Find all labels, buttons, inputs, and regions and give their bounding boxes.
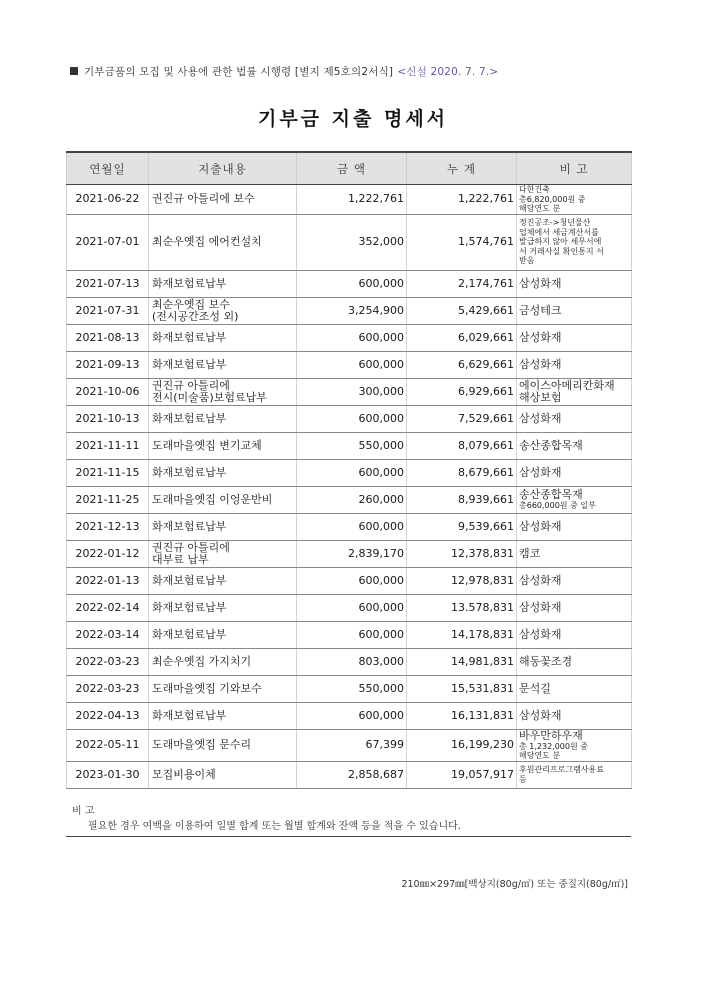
cell-cumulative: 8,679,661 <box>407 459 517 486</box>
cell-date: 2021-11-15 <box>67 459 149 486</box>
remark-title: 비 고 <box>72 806 95 817</box>
cell-date: 2022-03-14 <box>67 621 149 648</box>
cell-description: 최순우옛집 보수 (전시공간조성 외) <box>149 297 297 324</box>
cell-description: 화재보험료납부 <box>149 324 297 351</box>
table-row <box>67 459 632 486</box>
cell-cumulative: 1,222,761 <box>407 185 517 215</box>
cell-date: 2021-10-06 <box>67 378 149 405</box>
cell-description: 화재보험료납부 <box>149 513 297 540</box>
cell-description: 모집비용이체 <box>149 761 297 788</box>
cell-date: 2021-07-13 <box>67 270 149 297</box>
cell-note: 바우만하우재 총 1,232,000원 중 해당연도 분 <box>517 729 632 761</box>
cell-note: 삼성화재 <box>517 621 632 648</box>
cell-description: 권진규 아틀리에 전시(미술품)보험료납부 <box>149 378 297 405</box>
cell-cumulative: 19,057,917 <box>407 761 517 788</box>
cell-description: 최순우옛집 에어컨설치 <box>149 214 297 270</box>
cell-date: 2021-07-01 <box>67 214 149 270</box>
column-header-amount: 금 액 <box>297 152 407 185</box>
cell-note: 다한건축 총6,820,000원 중 해당연도 분 <box>517 185 632 215</box>
table-row <box>67 270 632 297</box>
cell-note: 삼성화재 <box>517 270 632 297</box>
cell-note: 삼성화재 <box>517 459 632 486</box>
table-row <box>67 324 632 351</box>
cell-amount: 600,000 <box>297 567 407 594</box>
cell-amount: 600,000 <box>297 459 407 486</box>
cell-description: 도래마을옛집 기와보수 <box>149 675 297 702</box>
cell-cumulative: 13.578,831 <box>407 594 517 621</box>
cell-cumulative: 8,939,661 <box>407 486 517 513</box>
cell-note: 삼성화재 <box>517 324 632 351</box>
table-row <box>67 405 632 432</box>
cell-note: 캠코 <box>517 540 632 567</box>
cell-date: 2023-01-30 <box>67 761 149 788</box>
table-row <box>67 761 632 788</box>
table-row <box>67 297 632 324</box>
cell-description: 최순우옛집 가지치기 <box>149 648 297 675</box>
form-header-note <box>70 64 498 79</box>
cell-description: 화재보험료납부 <box>149 459 297 486</box>
cell-cumulative: 6,029,661 <box>407 324 517 351</box>
table-row <box>67 621 632 648</box>
cell-date: 2021-06-22 <box>67 185 149 215</box>
cell-amount: 3,254,900 <box>297 297 407 324</box>
cell-cumulative: 16,131,831 <box>407 702 517 729</box>
cell-cumulative: 14,981,831 <box>407 648 517 675</box>
column-header-date: 연월일 <box>67 152 149 185</box>
cell-note: 삼성화재 <box>517 405 632 432</box>
form-law-reference: 기부금품의 모집 및 사용에 관한 법률 시행령 [별지 제5호의2서식] <box>84 66 394 78</box>
remark-section <box>66 800 631 837</box>
cell-amount: 600,000 <box>297 405 407 432</box>
column-header-cumulative: 누 계 <box>407 152 517 185</box>
cell-cumulative: 15,531,831 <box>407 675 517 702</box>
cell-note: 송산종합목재 <box>517 432 632 459</box>
cell-note: 해동꽃조경 <box>517 648 632 675</box>
cell-date: 2021-09-13 <box>67 351 149 378</box>
cell-description: 화재보험료납부 <box>149 567 297 594</box>
cell-amount: 550,000 <box>297 432 407 459</box>
cell-amount: 600,000 <box>297 351 407 378</box>
paper-size-note: 210㎜×297㎜[백상지(80g/㎡) 또는 중질지(80g/㎡)] <box>401 879 628 890</box>
cell-note: 삼성화재 <box>517 351 632 378</box>
cell-note: 정진공조->청년물산 업체에서 세금계산서를 발급하지 않아 세무서에 서 거래사실 확인통지 서 받음 <box>517 214 632 270</box>
cell-date: 2022-03-23 <box>67 675 149 702</box>
cell-date: 2021-11-25 <box>67 486 149 513</box>
cell-date: 2022-02-14 <box>67 594 149 621</box>
cell-cumulative: 1,574,761 <box>407 214 517 270</box>
table-row <box>67 378 632 405</box>
table-row <box>67 351 632 378</box>
table-row <box>67 648 632 675</box>
cell-note: 후원관리프로그램사용료 등 <box>517 761 632 788</box>
cell-cumulative: 14,178,831 <box>407 621 517 648</box>
cell-date: 2021-12-13 <box>67 513 149 540</box>
cell-amount: 260,000 <box>297 486 407 513</box>
table-body <box>67 185 632 789</box>
cell-note: 삼성화재 <box>517 567 632 594</box>
cell-note: 삼성화재 <box>517 594 632 621</box>
cell-description: 도래마을옛집 문수리 <box>149 729 297 761</box>
cell-description: 화재보험료납부 <box>149 621 297 648</box>
cell-amount: 352,000 <box>297 214 407 270</box>
table-row <box>67 675 632 702</box>
cell-note: 문석길 <box>517 675 632 702</box>
form-revision-note: <신설 2020. 7. 7.> <box>397 66 499 78</box>
table-row <box>67 594 632 621</box>
cell-date: 2022-04-13 <box>67 702 149 729</box>
cell-amount: 803,000 <box>297 648 407 675</box>
cell-cumulative: 9,539,661 <box>407 513 517 540</box>
cell-cumulative: 12,378,831 <box>407 540 517 567</box>
table-row <box>67 540 632 567</box>
cell-amount: 600,000 <box>297 324 407 351</box>
cell-amount: 600,000 <box>297 594 407 621</box>
cell-amount: 550,000 <box>297 675 407 702</box>
cell-cumulative: 8,079,661 <box>407 432 517 459</box>
cell-amount: 2,858,687 <box>297 761 407 788</box>
cell-amount: 1,222,761 <box>297 185 407 215</box>
cell-date: 2021-10-13 <box>67 405 149 432</box>
cell-description: 권진규 아틀리에 보수 <box>149 185 297 215</box>
cell-date: 2021-07-31 <box>67 297 149 324</box>
cell-note: 에이스아메리칸화재 해상보험 <box>517 378 632 405</box>
cell-date: 2022-03-23 <box>67 648 149 675</box>
cell-amount: 600,000 <box>297 270 407 297</box>
cell-cumulative: 2,174,761 <box>407 270 517 297</box>
cell-description: 화재보험료납부 <box>149 405 297 432</box>
cell-cumulative: 6,629,661 <box>407 351 517 378</box>
cell-cumulative: 16,199,230 <box>407 729 517 761</box>
cell-cumulative: 5,429,661 <box>407 297 517 324</box>
table-row <box>67 513 632 540</box>
table-row <box>67 185 632 215</box>
cell-description: 화재보험료납부 <box>149 351 297 378</box>
cell-date: 2021-11-11 <box>67 432 149 459</box>
cell-description: 권진규 아틀리에 대부료 납부 <box>149 540 297 567</box>
cell-description: 화재보험료납부 <box>149 270 297 297</box>
table-row <box>67 567 632 594</box>
column-header-note: 비 고 <box>517 152 632 185</box>
cell-amount: 600,000 <box>297 513 407 540</box>
cell-description: 도래마을옛집 이엉운반비 <box>149 486 297 513</box>
table-row <box>67 214 632 270</box>
cell-amount: 600,000 <box>297 702 407 729</box>
cell-cumulative: 12,978,831 <box>407 567 517 594</box>
cell-note: 삼성화재 <box>517 513 632 540</box>
square-bullet-icon <box>70 67 78 75</box>
cell-date: 2022-01-12 <box>67 540 149 567</box>
page-title: 기부금 지출 명세서 <box>257 108 449 130</box>
table-row <box>67 702 632 729</box>
cell-amount: 67,399 <box>297 729 407 761</box>
cell-cumulative: 6,929,661 <box>407 378 517 405</box>
cell-description: 화재보험료납부 <box>149 594 297 621</box>
cell-note: 송산종합목재 총660,000원 중 일부 <box>517 486 632 513</box>
table-row <box>67 486 632 513</box>
cell-note: 삼성화재 <box>517 702 632 729</box>
table-header-row <box>67 152 632 185</box>
cell-date: 2021-08-13 <box>67 324 149 351</box>
remark-text: 필요한 경우 여백을 이용하여 일별 합계 또는 월별 합계와 잔액 등을 적을 수 있습니다. <box>88 821 461 832</box>
expenditure-table <box>66 151 632 789</box>
cell-date: 2022-01-13 <box>67 567 149 594</box>
table-row <box>67 432 632 459</box>
cell-description: 화재보험료납부 <box>149 702 297 729</box>
cell-cumulative: 7,529,661 <box>407 405 517 432</box>
cell-description: 도래마을옛집 변기교체 <box>149 432 297 459</box>
cell-amount: 2,839,170 <box>297 540 407 567</box>
table-row <box>67 729 632 761</box>
cell-date: 2022-05-11 <box>67 729 149 761</box>
cell-amount: 300,000 <box>297 378 407 405</box>
column-header-description: 지출내용 <box>149 152 297 185</box>
cell-amount: 600,000 <box>297 621 407 648</box>
cell-note: 금성테크 <box>517 297 632 324</box>
